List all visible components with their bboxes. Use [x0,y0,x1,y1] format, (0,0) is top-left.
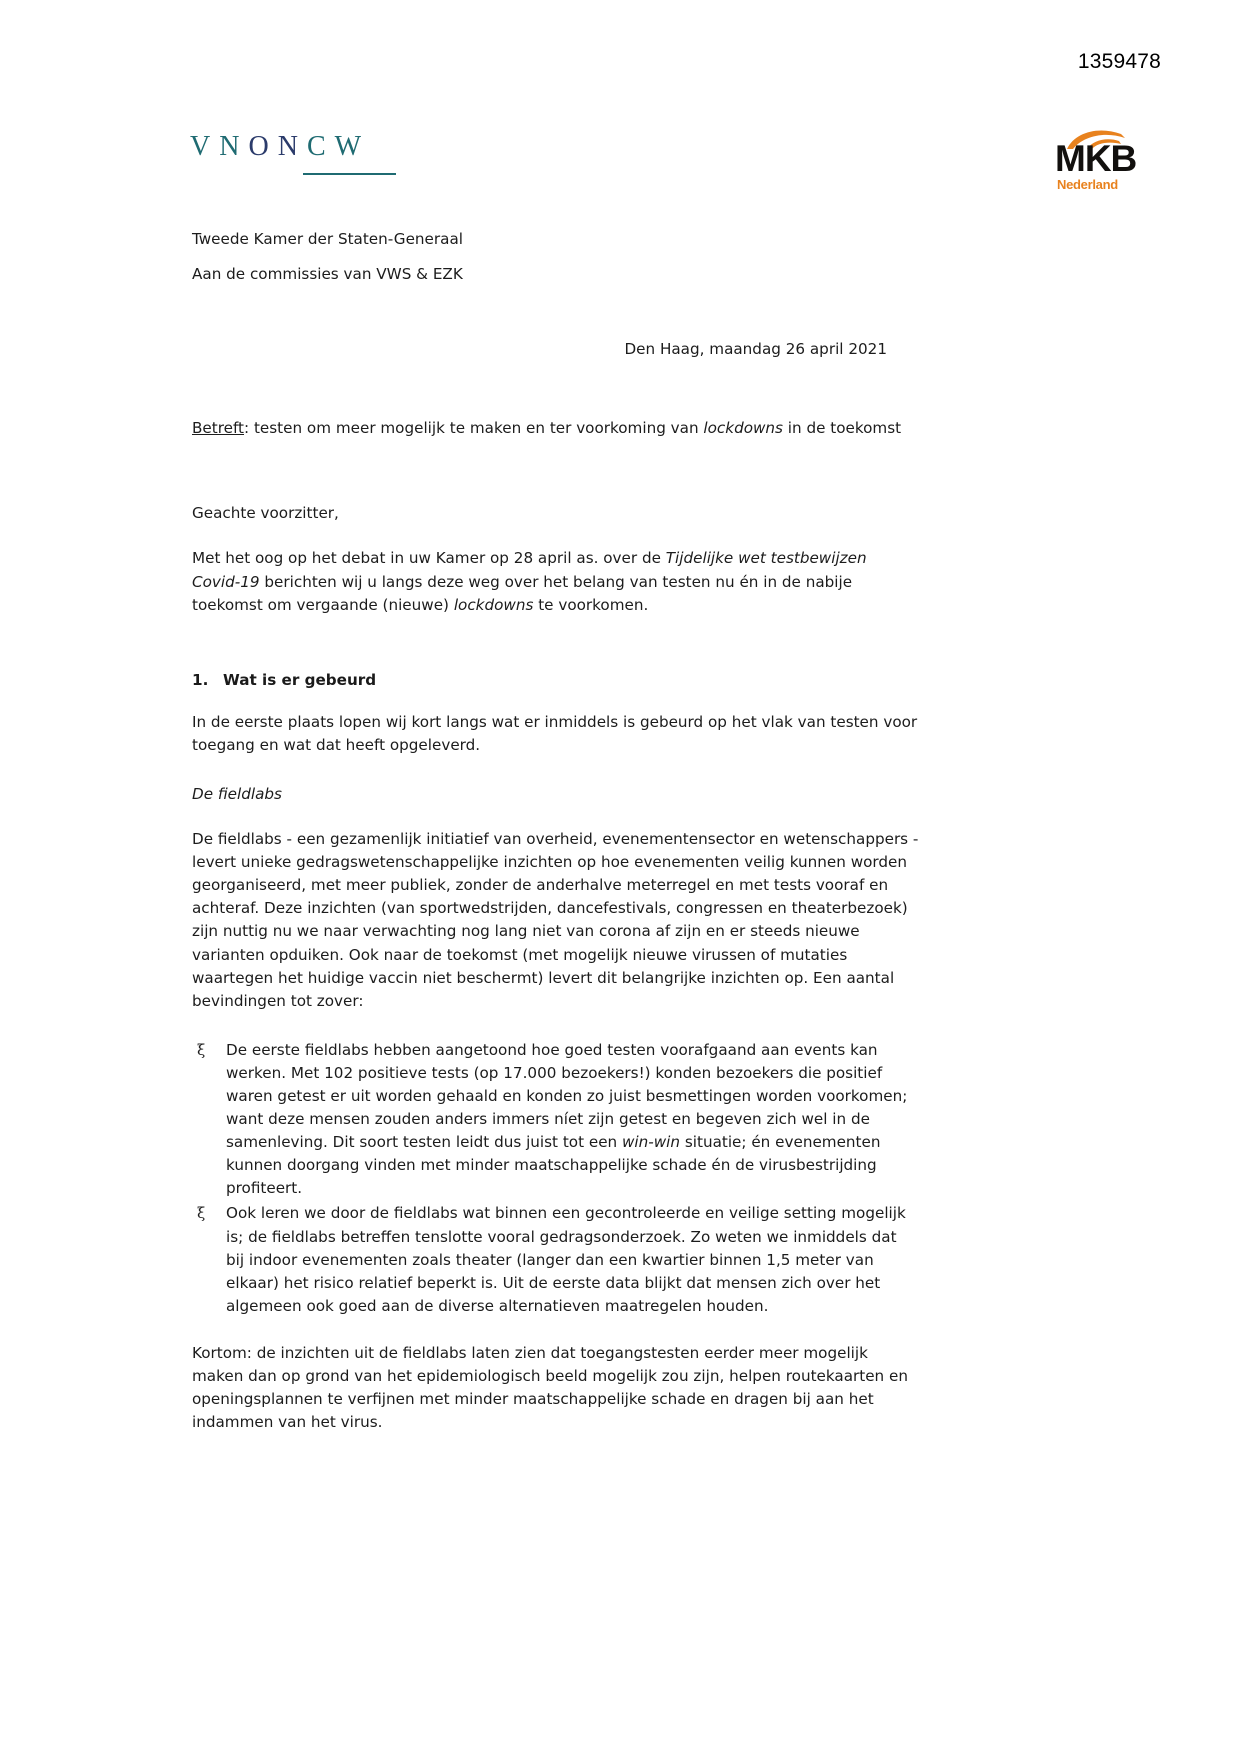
subject-text-before: : testen om meer mogelijk te maken en ter voorkoming van [244,419,704,438]
mkb-nederland-logo [1043,128,1163,198]
fieldlabs-paragraph: De fieldlabs - een gezamenlijk initiatief van overheid, evenementensector en wetenschappers - levert unieke gedragswetenschappelijke inzichten op hoe evenementen veilig kunnen worden georganiseerd, met meer publiek, zonder de anderhalve meterregel en met tests vooraf en achteraf. Deze inzichten (van sportwedstrijden, dancefestivals, congressen en theaterbezoek) zijn nuttig nu we naar verwachting nog lang niet van corona af zijn en er steeds nieuwe varianten opduiken. Ook naar de toekomst (met mogelijk nieuwe virussen of mutaties waartegen het huidige vaccin niet beschermt) levert dit belangrijke inzichten op. Een aantal bevindingen tot zover: [192,830,919,1010]
vno-letter-n1: N [219,131,249,162]
section-1-heading [192,671,919,689]
list-item [192,1202,919,1317]
bullet-marker-icon: ξ [197,1204,206,1223]
subject-text-after: in de toekomst [782,419,902,438]
vno-ncw-logo-underline [303,173,396,175]
recipient-line-2: Aan de commissies van VWS & EZK [192,265,463,284]
section-1-intro-paragraph: In de eerste plaats lopen wij kort langs wat er inmiddels is gebeurd op het vlak van testen voor toegang en wat dat heeft opgeleverd. [192,712,918,754]
vno-ncw-logo [190,133,420,188]
intro-paragraph [192,547,919,616]
letter-body [192,228,919,1434]
vno-ncw-logo-letters [190,133,420,161]
list-item [192,1039,919,1201]
intro-part-1: Met het oog op het debat in uw Kamer op 28 april as. over de [192,549,666,568]
vno-letter-c: C [306,131,335,162]
section-1-title: Wat is er gebeurd [223,670,377,689]
findings-bullet-list [192,1039,919,1318]
date-line: Den Haag, maandag 26 april 2021 [624,340,887,359]
subject-label: Betreft [192,419,245,438]
bullet-marker-icon: ξ [197,1040,206,1059]
subject-line [192,417,919,440]
bullet-1-text [226,1039,919,1201]
bullet-2-part-1: Ook leren we door de fieldlabs wat binnen een gecontroleerde en veilige setting mogelijk is; de fieldlabs betreffen tenslotte vooral gedragsonderzoek. Zo weten we inmiddels dat bij indoor evenementen zoals theater (langer dan een kwartier binnen 1,5 meter van elkaar) het risico relatief beperkt is. Uit de eerste data blijkt dat mensen zich over het algemeen ook goed aan de diverse alternatieven maatregelen houden. [226,1204,906,1315]
intro-part-2: berichten wij u langs deze weg over het belang van testen nu én in de nabije toekomst om vergaande (nieuwe) [192,572,853,614]
intro-part-3: te voorkomen. [533,595,649,614]
closing-paragraph: Kortom: de inzichten uit de fieldlabs laten zien dat toegangstesten eerder meer mogelijk maken dan op grond van het epidemiologisch beeld mogelijk zou zijn, helpen routekaarten en openingsplannen te verfijnen met minder maatschappelijke schade en dragen bij aan het indammen van het virus. [192,1343,908,1432]
bullet-1-part-1: De eerste fieldlabs hebben aangetoond hoe goed testen voorafgaand aan events kan werken. Met 102 positieve tests (op 17.000 bezoekers!) konden bezoekers die positief waren getest er uit worden gehaald en konden zo juist besmettingen worden voorkomen; want deze mensen zouden anders immers níet zijn getest en begeven zich wel in de samenleving. Dit soort testen leidt dus juist tot een [226,1040,908,1152]
vno-letter-w: W [334,131,371,162]
section-1 [192,671,919,689]
recipient-line-1: Tweede Kamer der Staten-Generaal [192,230,463,248]
mkb-subtitle: Nederland [1057,177,1118,192]
intro-italic-law-name: Tijdelijke wet testbewijzen Covid-19 [192,549,867,591]
intro-italic-lockdowns: lockdowns [453,595,534,614]
section-1-number: 1. [192,670,209,689]
vno-letter-o: O [248,131,278,162]
document-number: 1359478 [1077,50,1161,73]
bullet-1-italic-winwin: win-win [622,1133,681,1152]
vno-letter-n2: N [277,131,307,162]
subject-italic-term: lockdowns [703,419,783,438]
vno-letter-v: V [190,131,220,162]
bullet-2-text [226,1202,919,1317]
bullet-1-part-2: situatie; én evenementen kunnen doorgang vinden met minder maatschappelijke schade én de virusbestrijding profiteert. [226,1133,881,1198]
salutation: Geachte voorzitter, [192,504,339,523]
mkb-wordmark: MKB [1055,138,1137,179]
subheading-de-fieldlabs: De fieldlabs [192,784,282,803]
